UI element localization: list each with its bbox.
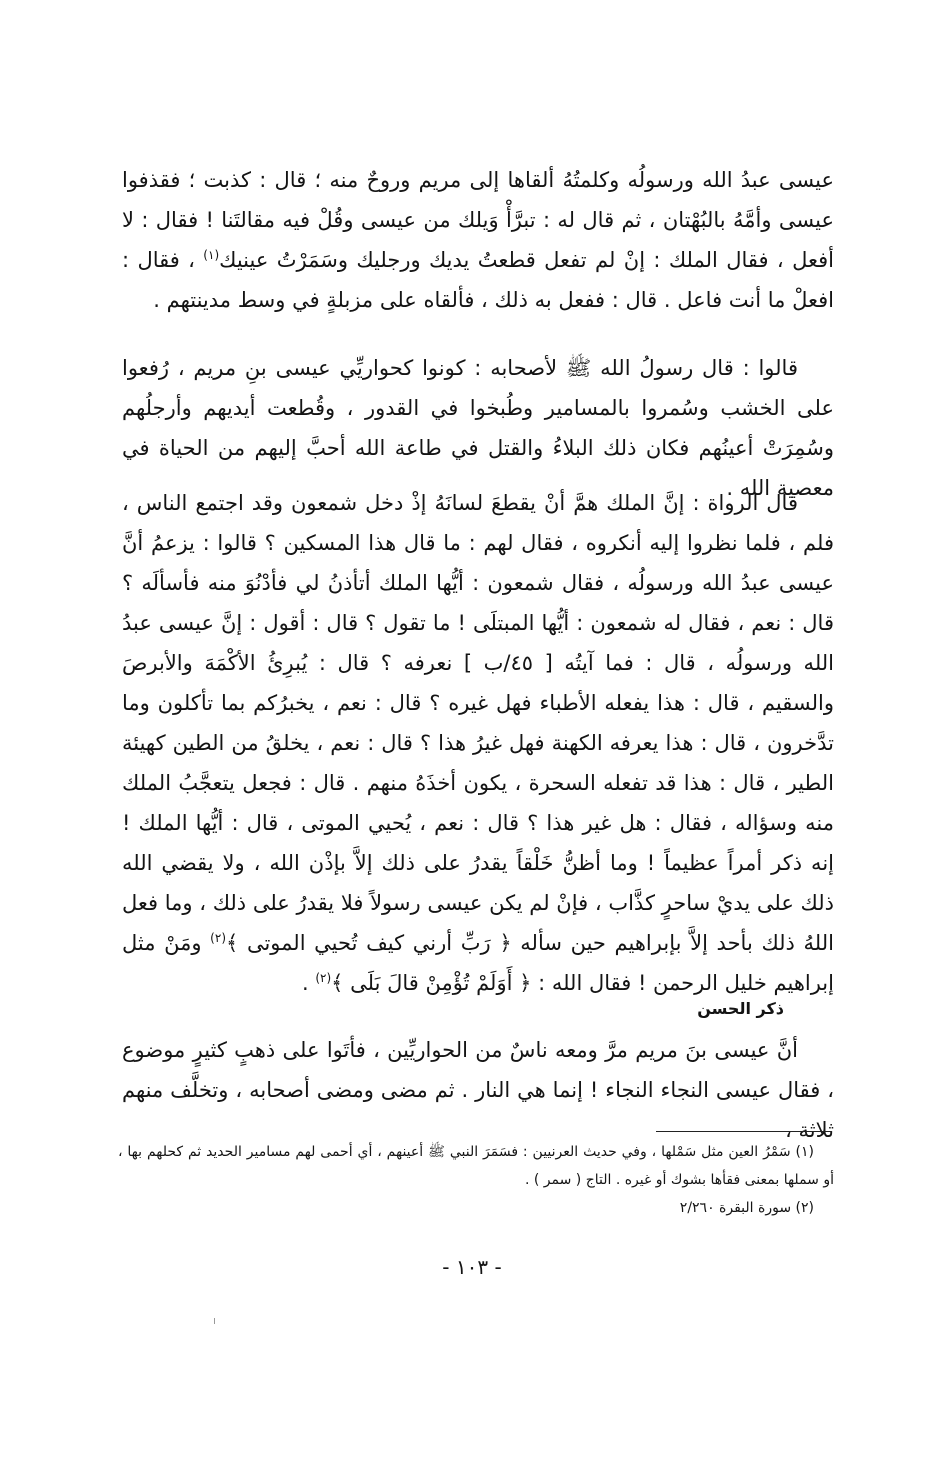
scan-artifact — [214, 1318, 215, 1324]
page-number: - ١٠٣ - — [442, 1255, 502, 1279]
footnote-ref-2b: (٢) — [315, 971, 332, 985]
section-heading: ذكر الحسن — [697, 999, 784, 1018]
paragraph-3 — [122, 483, 834, 1003]
paragraph-3-end: . — [301, 971, 316, 995]
footnote-divider — [656, 1131, 832, 1132]
paragraph-1 — [122, 160, 834, 320]
footnote-1-text: (١) سَمْرُ العين مثل سَمْلها ، وفي حديث العرنيين : فسَمَرَ النبي ﷺ أعينهم ، أي أحمى لهم مسامير الحديد ثم كحلهم بها ، أو سملها بمعنى فقأها بشوك أو غيره . التاج ( سمر ) . — [118, 1144, 834, 1188]
paragraph-3-text: قال الرواة : إنَّ الملك همَّ أنْ يقطعَ لسانَهُ إذْ دخل شمعون وقد اجتمع الناس ، فلم ، فلما نظروا إليه أنكروه ، فقال لهم : ما قال هذا المسكين ؟ قالوا : يزعمُ أنَّ عيسى عبدُ الله ورسولُه ، فقال شمعون : أيُّها الملك أتأذنُ لي فأدْنُوَ منه فأسألَه ؟ قال : نعم ، فقال له شمعون : أيُّها المبتلَى ! ما تقول ؟ قال : أقول : إنَّ عيسى عبدُ الله ورسولُه ، قال : فما آيتُه [ ٤٥/ب ] نعرفه ؟ قال : يُبرِئُ الأكْمَهَ والأبرصَ والسقيم ، قال : هذا يفعله الأطباء فهل غيره ؟ قال : نعم ، يخبرُكم بما تأكلون وما تدَّخرون ، قال : هذا يعرفه الكهنة فهل غيرُ هذا ؟ قال : نعم ، يخلقُ من الطين كهيئة الطير ، قال : هذا قد تفعله السحرة ، يكون أخذَهُ منهم . قال : فجعل يتعجَّبُ الملك منه وسؤاله ، فقال : هل غير هذا ؟ قال : نعم ، يُحيي الموتى ، قال : أيُّها الملك ! إنه ذكر أمراً عظيماً ! وما أظنُّ خَلْقاً يقدرُ على ذلك إلاَّ بإذْن الله ، ولا يقضي الله ذلك على يديْ ساحرٍ كذَّاب ، فإنْ لم يكن عيسى رسولاً فلا يقدرُ على ذلك ، وما فعل اللهُ ذلك بأحد إلاَّ بإبراهيم حين سأله ﴿ رَبِّ أرني كيف تُحيي الموتى ﴾ — [122, 491, 835, 955]
paragraph-2-text: قالوا : قال رسولُ الله ﷺ لأصحابه : كونوا كحواريِّي عيسى بنِ مريم ، رُفعوا على الخشب وسُمروا بالمسامير وطُبخوا في القدور ، وقُطعت أيديهم وأرجلُهم وسُمِرَتْ أعينُهم فكان ذلك البلاءُ والقتل في طاعة الله أحبَّ إليهم من الحياة في معصية الله . — [122, 356, 834, 500]
paragraph-4 — [122, 1030, 834, 1150]
paragraph-4-text: أنَّ عيسى بنَ مريم مرَّ ومعه ناسٌ من الحواريِّين ، فأتَوا على ذهبٍ كثيرٍ موضوع ، فقال عيسى النجاء النجاء ! إنما هي النار . ثم مضى ومضى أصحابه ، وتخلَّف منهم ثلاثة ، — [122, 1038, 834, 1142]
footnote-ref-1: (١) — [203, 248, 220, 262]
footnote-ref-2a: (٢) — [210, 931, 226, 945]
paragraph-1-text: عيسى عبدُ الله ورسولُه وكلمتُهُ ألقاها إلى مريم وروحٌ منه ؛ قال : كذبت ؛ فقذفوا عيسى وأمَّهُ بالبُهْتان ، ثم قال له : تبرَّأْ وَيلك من عيسى وقُلْ فيه مقالتَنا ! فقال : لا أفعل ، فقال الملك : إنْ لم تفعل قطعتُ يديك ورجليك وسَمَرْتُ عينيك — [122, 168, 834, 272]
footnote-1 — [118, 1138, 834, 1194]
footnote-2-text: (٢) سورة البقرة ٢/٢٦٠ — [679, 1200, 814, 1216]
paragraph-3-mid: ومَنْ مثل إبراهيم خليل الرحمن ! فقال الله : ﴿ أَوَلَمْ تُؤْمِنْ قالَ بَلَى ﴾ — [122, 931, 834, 995]
paragraph-1-end: ، فقال : افعلْ ما أنت فاعل . قال : ففعل به ذلك ، فألقاه على مزبلةٍ في وسط مدينتهم . — [122, 248, 834, 312]
footnotes — [118, 1138, 834, 1222]
footnote-2 — [118, 1194, 834, 1222]
